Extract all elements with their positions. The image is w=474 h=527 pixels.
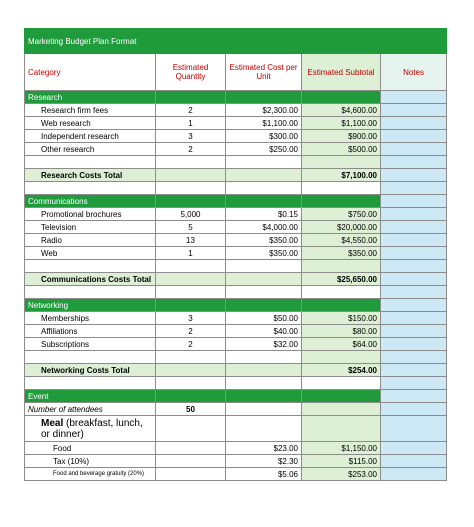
- section-row-research: [25, 91, 447, 104]
- notes-cell[interactable]: [381, 468, 447, 481]
- empty-cell[interactable]: [25, 286, 156, 299]
- section-cell[interactable]: [156, 91, 226, 104]
- total-row-research: [25, 169, 447, 182]
- section-row-communications: [25, 195, 447, 208]
- item-name[interactable]: Independent research: [25, 130, 156, 143]
- table-row: [25, 208, 447, 221]
- empty-cell[interactable]: [156, 182, 226, 195]
- empty-cell[interactable]: [226, 351, 302, 364]
- section-cell[interactable]: [302, 195, 381, 208]
- item-name[interactable]: Web research: [25, 117, 156, 130]
- notes-cell[interactable]: [381, 195, 447, 208]
- item-qty[interactable]: 13: [156, 234, 226, 247]
- item-subtotal[interactable]: $150.00: [302, 312, 381, 325]
- empty-cell[interactable]: [156, 169, 226, 182]
- item-name[interactable]: Subscriptions: [25, 338, 156, 351]
- meal-label[interactable]: [25, 416, 156, 442]
- attendees-value[interactable]: 50: [156, 403, 226, 416]
- item-name[interactable]: Research firm fees: [25, 104, 156, 117]
- empty-cell[interactable]: [156, 260, 226, 273]
- blank-row: [25, 182, 447, 195]
- table-row: [25, 455, 447, 468]
- total-label[interactable]: Networking Costs Total: [25, 364, 156, 377]
- empty-cell[interactable]: [226, 364, 302, 377]
- empty-cell[interactable]: [25, 260, 156, 273]
- notes-cell[interactable]: [381, 325, 447, 338]
- empty-cell[interactable]: [25, 182, 156, 195]
- notes-cell[interactable]: [381, 91, 447, 104]
- empty-cell[interactable]: [25, 351, 156, 364]
- empty-cell[interactable]: [156, 468, 226, 481]
- section-cell[interactable]: [156, 299, 226, 312]
- table-row: [25, 234, 447, 247]
- item-cost[interactable]: $32.00: [226, 338, 302, 351]
- item-cost[interactable]: $1,100.00: [226, 117, 302, 130]
- section-label-networking[interactable]: Networking: [25, 299, 156, 312]
- item-subtotal[interactable]: $1,150.00: [302, 442, 381, 455]
- notes-cell[interactable]: [381, 247, 447, 260]
- empty-cell[interactable]: [302, 260, 381, 273]
- total-label[interactable]: Research Costs Total: [25, 169, 156, 182]
- notes-cell[interactable]: [381, 286, 447, 299]
- item-qty[interactable]: 3: [156, 312, 226, 325]
- blank-row: [25, 156, 447, 169]
- item-subtotal[interactable]: $4,550.00: [302, 234, 381, 247]
- header-cost-per-unit[interactable]: Estimated Cost per Unit: [226, 54, 302, 91]
- attendees-label[interactable]: Number of attendees: [25, 403, 156, 416]
- item-cost[interactable]: $23.00: [226, 442, 302, 455]
- section-label-research[interactable]: Research: [25, 91, 156, 104]
- item-cost[interactable]: $5.06: [226, 468, 302, 481]
- item-cost[interactable]: $50.00: [226, 312, 302, 325]
- attendees-row: [25, 403, 447, 416]
- empty-cell[interactable]: [226, 182, 302, 195]
- empty-cell[interactable]: [226, 377, 302, 390]
- table-row: [25, 221, 447, 234]
- section-label-communications[interactable]: Communications: [25, 195, 156, 208]
- item-qty[interactable]: 3: [156, 130, 226, 143]
- empty-cell[interactable]: [25, 156, 156, 169]
- item-qty[interactable]: 2: [156, 104, 226, 117]
- item-subtotal[interactable]: $4,600.00: [302, 104, 381, 117]
- table-row: [25, 247, 447, 260]
- empty-cell[interactable]: [156, 364, 226, 377]
- empty-cell[interactable]: [156, 351, 226, 364]
- section-cell[interactable]: [302, 299, 381, 312]
- item-name[interactable]: Food: [25, 442, 156, 455]
- empty-cell[interactable]: [226, 273, 302, 286]
- total-value[interactable]: $25,650.00: [302, 273, 381, 286]
- section-row-event: [25, 390, 447, 403]
- table-row: [25, 143, 447, 156]
- notes-cell[interactable]: [381, 403, 447, 416]
- total-row-communications: [25, 273, 447, 286]
- table-row: [25, 325, 447, 338]
- notes-cell[interactable]: [381, 377, 447, 390]
- header-notes[interactable]: Notes: [381, 54, 447, 91]
- section-cell[interactable]: [302, 390, 381, 403]
- item-name[interactable]: Tax (10%): [25, 455, 156, 468]
- section-cell[interactable]: [302, 91, 381, 104]
- section-cell[interactable]: [156, 195, 226, 208]
- table-row: [25, 104, 447, 117]
- item-name[interactable]: Food and beverage gratuity (20%): [25, 468, 156, 481]
- total-row-networking: [25, 364, 447, 377]
- notes-cell[interactable]: [381, 104, 447, 117]
- item-cost[interactable]: $350.00: [226, 234, 302, 247]
- notes-cell[interactable]: [381, 156, 447, 169]
- item-subtotal[interactable]: $115.00: [302, 455, 381, 468]
- item-cost[interactable]: $300.00: [226, 130, 302, 143]
- item-name[interactable]: Affiliations: [25, 325, 156, 338]
- section-cell[interactable]: [156, 390, 226, 403]
- item-name[interactable]: Web: [25, 247, 156, 260]
- notes-cell[interactable]: [381, 169, 447, 182]
- item-cost[interactable]: $4,000.00: [226, 221, 302, 234]
- section-cell[interactable]: [226, 91, 302, 104]
- meal-label-rest: (breakfast, lunch, or dinner): [41, 417, 143, 440]
- item-subtotal[interactable]: $500.00: [302, 143, 381, 156]
- section-label-event[interactable]: Event: [25, 390, 156, 403]
- notes-cell[interactable]: [381, 455, 447, 468]
- empty-cell[interactable]: [226, 403, 302, 416]
- total-value[interactable]: $254.00: [302, 364, 381, 377]
- blank-row: [25, 351, 447, 364]
- notes-cell[interactable]: [381, 390, 447, 403]
- item-cost[interactable]: $40.00: [226, 325, 302, 338]
- empty-cell[interactable]: [156, 156, 226, 169]
- empty-cell[interactable]: [156, 416, 226, 442]
- empty-cell[interactable]: [226, 260, 302, 273]
- notes-cell[interactable]: [381, 351, 447, 364]
- notes-cell[interactable]: [381, 299, 447, 312]
- item-qty[interactable]: 2: [156, 325, 226, 338]
- notes-cell[interactable]: [381, 221, 447, 234]
- empty-cell[interactable]: [226, 156, 302, 169]
- notes-cell[interactable]: [381, 273, 447, 286]
- table-row: [25, 312, 447, 325]
- item-subtotal[interactable]: $1,100.00: [302, 117, 381, 130]
- item-name[interactable]: Memberships: [25, 312, 156, 325]
- item-subtotal[interactable]: $253.00: [302, 468, 381, 481]
- empty-cell[interactable]: [302, 286, 381, 299]
- item-qty[interactable]: 2: [156, 338, 226, 351]
- title-row: [25, 29, 447, 54]
- budget-sheet: [24, 28, 446, 481]
- notes-cell[interactable]: [381, 364, 447, 377]
- item-subtotal[interactable]: $20,000.00: [302, 221, 381, 234]
- section-row-networking: [25, 299, 447, 312]
- item-subtotal[interactable]: $750.00: [302, 208, 381, 221]
- total-value[interactable]: $7,100.00: [302, 169, 381, 182]
- item-qty[interactable]: 1: [156, 117, 226, 130]
- notes-cell[interactable]: [381, 260, 447, 273]
- empty-cell[interactable]: [226, 286, 302, 299]
- notes-cell[interactable]: [381, 442, 447, 455]
- meal-label-bold: Meal: [41, 417, 64, 429]
- empty-cell[interactable]: [302, 416, 381, 442]
- header-subtotal[interactable]: Estimated Subtotal: [302, 54, 381, 91]
- section-cell[interactable]: [226, 299, 302, 312]
- notes-cell[interactable]: [381, 143, 447, 156]
- item-name[interactable]: Promotional brochures: [25, 208, 156, 221]
- header-category[interactable]: Category: [25, 54, 156, 91]
- item-subtotal[interactable]: $64.00: [302, 338, 381, 351]
- table-row: [25, 338, 447, 351]
- item-qty[interactable]: 5,000: [156, 208, 226, 221]
- table-row: [25, 468, 447, 481]
- item-name[interactable]: Television: [25, 221, 156, 234]
- empty-cell[interactable]: [302, 403, 381, 416]
- empty-cell[interactable]: [156, 442, 226, 455]
- empty-cell[interactable]: [156, 455, 226, 468]
- table-row: [25, 117, 447, 130]
- empty-cell[interactable]: [302, 377, 381, 390]
- blank-row: [25, 377, 447, 390]
- blank-row: [25, 286, 447, 299]
- item-subtotal[interactable]: $350.00: [302, 247, 381, 260]
- item-qty[interactable]: 5: [156, 221, 226, 234]
- notes-cell[interactable]: [381, 312, 447, 325]
- budget-table: [24, 28, 447, 481]
- item-cost[interactable]: $0.15: [226, 208, 302, 221]
- empty-cell[interactable]: [25, 377, 156, 390]
- notes-cell[interactable]: [381, 130, 447, 143]
- notes-cell[interactable]: [381, 182, 447, 195]
- item-qty[interactable]: 1: [156, 247, 226, 260]
- header-quantity[interactable]: Estimated Quantity: [156, 54, 226, 91]
- notes-cell[interactable]: [381, 416, 447, 442]
- notes-cell[interactable]: [381, 338, 447, 351]
- item-name[interactable]: Radio: [25, 234, 156, 247]
- table-row: [25, 130, 447, 143]
- table-row: [25, 442, 447, 455]
- empty-cell[interactable]: [302, 156, 381, 169]
- item-name[interactable]: Other research: [25, 143, 156, 156]
- item-cost[interactable]: $2,300.00: [226, 104, 302, 117]
- notes-cell[interactable]: [381, 234, 447, 247]
- empty-cell[interactable]: [156, 377, 226, 390]
- total-label[interactable]: Communications Costs Total: [25, 273, 156, 286]
- empty-cell[interactable]: [302, 182, 381, 195]
- item-cost[interactable]: $250.00: [226, 143, 302, 156]
- item-cost[interactable]: $2.30: [226, 455, 302, 468]
- item-subtotal[interactable]: $900.00: [302, 130, 381, 143]
- item-subtotal[interactable]: $80.00: [302, 325, 381, 338]
- empty-cell[interactable]: [302, 351, 381, 364]
- empty-cell[interactable]: [226, 169, 302, 182]
- item-cost[interactable]: $350.00: [226, 247, 302, 260]
- notes-cell[interactable]: [381, 208, 447, 221]
- header-row: [25, 54, 447, 91]
- section-cell[interactable]: [226, 195, 302, 208]
- meal-row: [25, 416, 447, 442]
- empty-cell[interactable]: [226, 416, 302, 442]
- blank-row: [25, 260, 447, 273]
- sheet-title[interactable]: Marketing Budget Plan Format: [25, 29, 447, 54]
- empty-cell[interactable]: [156, 273, 226, 286]
- notes-cell[interactable]: [381, 117, 447, 130]
- empty-cell[interactable]: [156, 286, 226, 299]
- section-cell[interactable]: [226, 390, 302, 403]
- item-qty[interactable]: 2: [156, 143, 226, 156]
